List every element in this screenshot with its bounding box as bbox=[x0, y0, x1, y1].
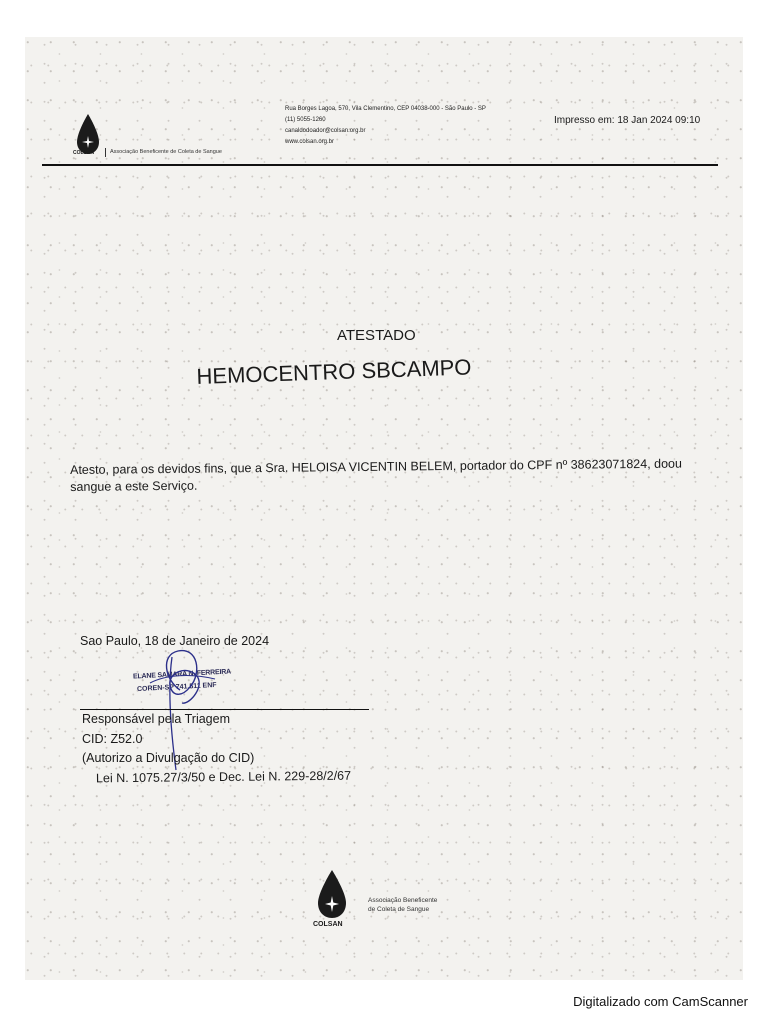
stamp-name: ELANE SAMARA N. FERREIRA bbox=[132, 668, 232, 681]
association-name-footer bbox=[368, 896, 437, 914]
cid-authorization: (Autorizo a Divulgação do CID) bbox=[82, 751, 255, 765]
association-line-1: Associação Beneficente bbox=[368, 897, 438, 904]
address-line: Rua Borges Lagoa, 570, Vila Clementino, CEP 04038-000 - São Paulo - SP bbox=[285, 106, 486, 112]
cid-code: CID: Z52.0 bbox=[82, 732, 143, 746]
stamp-registration: COREN-SP 741.511 ENF bbox=[136, 681, 217, 694]
certificate-body: Atesto, para os devidos fins, que a Sra. HELOISA VICENTIN BELEM, portador do CPF nº 38623071824, doou sangue a este Serviço. bbox=[70, 456, 682, 494]
brand-name-footer: COLSAN bbox=[313, 921, 343, 928]
document-page bbox=[25, 37, 743, 980]
email-line: canaldodoador@colsan.org.br bbox=[285, 128, 366, 134]
city-date: Sao Paulo, 18 de Janeiro de 2024 bbox=[80, 634, 270, 648]
location-stamp: HEMOCENTRO SBCAMPO bbox=[196, 354, 472, 390]
document-title: ATESTADO bbox=[337, 327, 416, 344]
contact-block bbox=[285, 104, 486, 148]
header-separator bbox=[105, 148, 106, 157]
brand-name-header: COLSAN bbox=[73, 150, 95, 156]
signature-role: Responsável pela Triagem bbox=[82, 712, 230, 726]
printed-timestamp: Impresso em: 18 Jan 2024 09:10 bbox=[554, 115, 701, 126]
scanner-watermark: Digitalizado com CamScanner bbox=[573, 994, 748, 1009]
law-reference: Lei N. 1075.27/3/50 e Dec. Lei N. 229-28/2/67 bbox=[95, 768, 352, 786]
phone-line: (11) 5055-1260 bbox=[285, 117, 326, 123]
association-line-2: de Coleta de Sangue bbox=[368, 906, 430, 913]
signature-line bbox=[80, 709, 369, 710]
blood-drop-footer-logo-icon bbox=[314, 868, 350, 922]
header-divider bbox=[42, 164, 718, 166]
website-line: www.colsan.org.br bbox=[285, 139, 335, 145]
association-name-header: Associação Beneficente de Coleta de Sangue bbox=[110, 149, 222, 155]
